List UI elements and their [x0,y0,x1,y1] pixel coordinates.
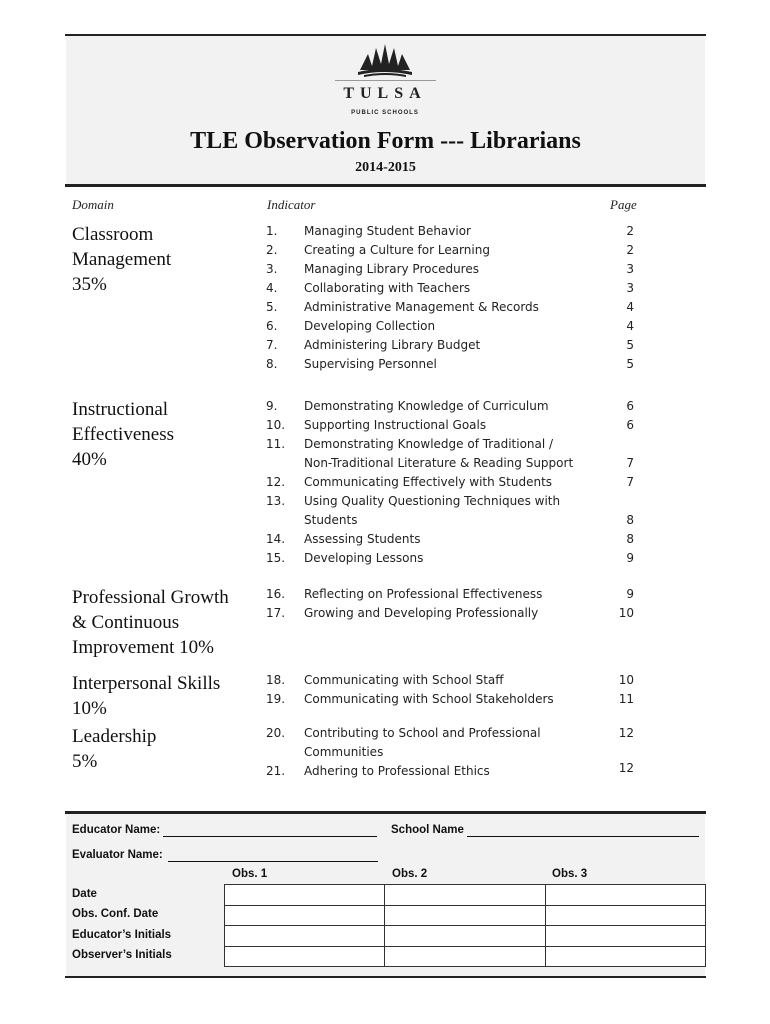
domain-interpersonal-skills [72,671,220,721]
indicator-text: Developing Collection [304,319,436,333]
domain-line: 5% [72,751,98,772]
school-name-label: School Name [391,824,464,836]
indicator-number: 5. [266,300,278,314]
indicator-number: 21. [266,764,286,778]
indicator-text: Managing Student Behavior [304,224,471,238]
indicator-page: 11 [618,692,634,706]
indicator-page: 2 [626,243,634,257]
indicator-page: 6 [626,418,634,432]
domain-line: Interpersonal Skills [72,673,221,694]
indicator-page: 7 [626,475,634,489]
domain-line: Leadership [72,726,157,747]
tulsa-logo-icon [356,44,414,80]
indicator-number: 13. [266,494,286,508]
grid-row-divider [224,905,706,906]
domain-line: Improvement 10% [72,637,214,658]
indicator-page: 2 [626,224,634,238]
indicator-text: Creating a Culture for Learning [304,243,490,257]
indicator-number: 1. [266,224,278,238]
obs-3-header: Obs. 3 [552,868,588,880]
indicator-text: Supporting Instructional Goals [304,418,487,432]
indicator-number: 18. [266,673,286,687]
indicator-page: 12 [618,726,634,740]
logo-name: TULSA [343,85,427,102]
indicator-text: Supervising Personnel [304,357,437,371]
indicator-number: 15. [266,551,286,565]
domain-line: Professional Growth [72,587,229,608]
domain-professional-growth [72,585,229,660]
indicator-text: Using Quality Questioning Techniques with [304,494,561,508]
domain-line: Effectiveness [72,424,174,445]
indicator-number: 7. [266,338,278,352]
indicator-number: 17. [266,606,286,620]
domain-leadership [72,724,156,774]
indicator-text: Developing Lessons [304,551,424,565]
indicator-page: 9 [626,587,634,601]
grid-row-divider [224,925,706,926]
logo-subtitle: PUBLIC SCHOOLS [351,110,419,116]
indicator-number: 16. [266,587,286,601]
indicator-number: 6. [266,319,278,333]
indicator-number: 14. [266,532,286,546]
grid-row-divider [224,946,706,947]
indicator-page: 8 [626,513,634,527]
evaluator-name-field[interactable] [168,861,378,862]
indicator-page: 7 [626,456,634,470]
educator-name-field[interactable] [163,836,377,837]
row-label-educator-initials: Educator’s Initials [72,929,172,941]
domain-line: 40% [72,449,107,470]
column-header-domain: Domain [72,197,114,212]
indicator-number: 20. [266,726,286,740]
educator-name-label: Educator Name: [72,824,161,836]
indicator-text-continued: Non-Traditional Literature & Reading Support [304,456,574,470]
indicator-text: Reflecting on Professional Effectiveness [304,587,543,601]
indicator-text-continued: Students [304,513,358,527]
indicator-text: Managing Library Procedures [304,262,479,276]
evaluator-name-label: Evaluator Name: [72,849,163,861]
indicator-number: 19. [266,692,286,706]
indicator-page: 10 [618,606,634,620]
page-subtitle: 2014-2015 [355,160,416,175]
domain-line: Management [72,249,172,270]
domain-line: 10% [72,698,107,719]
indicator-text: Demonstrating Knowledge of Traditional / [304,437,554,451]
indicator-page: 4 [626,319,634,333]
domain-instructional-effectiveness [72,397,174,472]
indicator-number: 12. [266,475,286,489]
school-name-field[interactable] [467,836,699,837]
page-title: TLE Observation Form --- Librarians [190,128,581,154]
indicator-text-continued: Communities [304,745,384,759]
indicator-page: 9 [626,551,634,565]
domain-line: Classroom [72,224,154,245]
indicator-text: Communicating with School Staff [304,673,504,687]
indicator-number: 4. [266,281,278,295]
indicator-page: 3 [626,262,634,276]
indicator-text: Communicating Effectively with Students [304,475,553,489]
obs-2-header: Obs. 2 [392,868,428,880]
indicator-text: Communicating with School Stakeholders [304,692,554,706]
indicator-text: Assessing Students [304,532,421,546]
indicator-page: 5 [626,338,634,352]
row-label-obs-conf-date: Obs. Conf. Date [72,908,159,920]
indicator-text: Adhering to Professional Ethics [304,764,490,778]
indicator-page: 12 [618,761,634,775]
form-bottom-rule [65,976,706,978]
row-label-date: Date [72,888,97,900]
indicator-text: Administrative Management & Records [304,300,539,314]
indicator-number: 9. [266,399,278,413]
indicator-text: Contributing to School and Professional [304,726,541,740]
indicator-page: 8 [626,532,634,546]
indicator-number: 10. [266,418,286,432]
domain-line: Instructional [72,399,169,420]
indicator-text: Administering Library Budget [304,338,481,352]
header-rule [65,184,706,187]
indicator-number: 8. [266,357,278,371]
domain-line: 35% [72,274,107,295]
indicator-page: 4 [626,300,634,314]
indicator-text: Demonstrating Knowledge of Curriculum [304,399,549,413]
indicator-text: Growing and Developing Professionally [304,606,539,620]
indicator-number: 11. [266,437,286,451]
row-label-observer-initials: Observer’s Initials [72,949,172,961]
indicator-text: Collaborating with Teachers [304,281,471,295]
column-header-page: Page [610,197,637,212]
column-header-indicator: Indicator [267,197,316,212]
logo-divider [335,80,436,81]
indicator-page: 10 [618,673,634,687]
obs-1-header: Obs. 1 [232,868,268,880]
indicator-number: 2. [266,243,278,257]
domain-classroom-management [72,222,171,297]
domain-line: & Continuous [72,612,180,633]
indicator-page: 3 [626,281,634,295]
indicator-page: 5 [626,357,634,371]
indicator-page: 6 [626,399,634,413]
indicator-number: 3. [266,262,278,276]
